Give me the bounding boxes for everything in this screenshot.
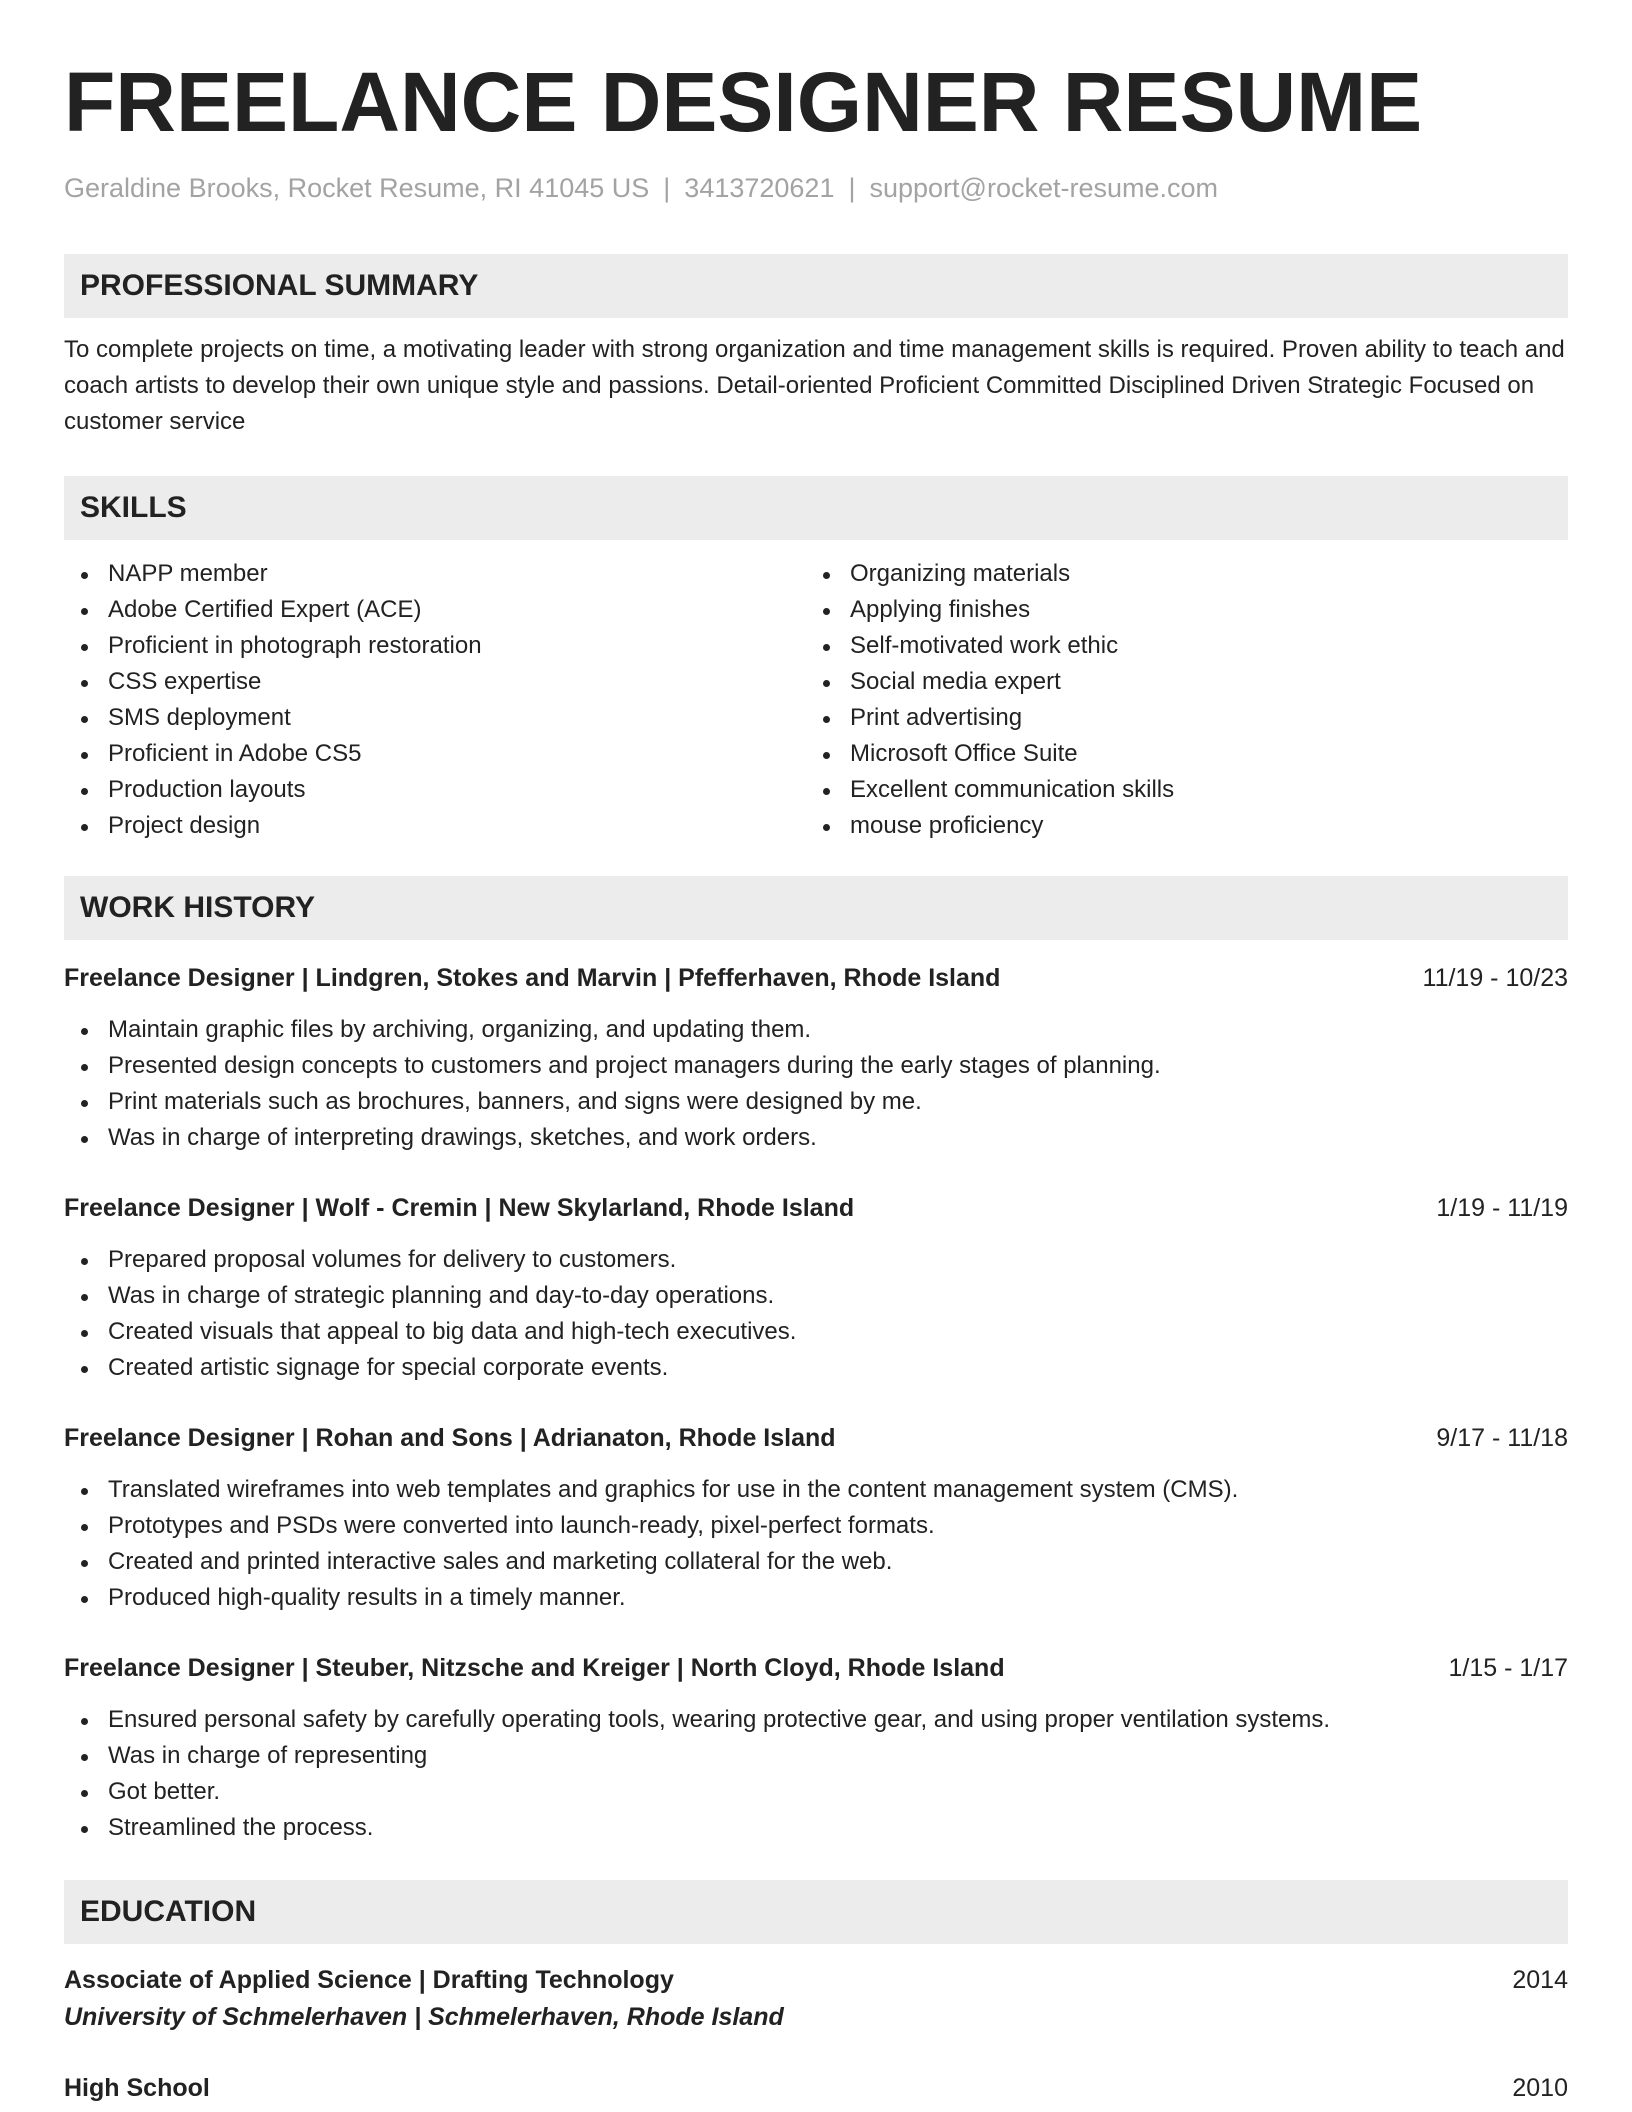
skill-item: Production layouts: [64, 772, 806, 808]
work-section-header: [64, 876, 1568, 940]
education-section-header: [64, 1880, 1568, 1944]
job-bullet: Streamlined the process.: [64, 1810, 1568, 1846]
summary-heading: PROFESSIONAL SUMMARY: [80, 269, 479, 303]
skill-item: Applying finishes: [806, 592, 1548, 628]
job-bullet: Produced high-quality results in a timely manner.: [64, 1580, 1568, 1616]
education-entry: [64, 1962, 1568, 2036]
job-bullet: Prototypes and PSDs were converted into launch-ready, pixel-perfect formats.: [64, 1508, 1568, 1544]
skills-section-header: [64, 476, 1568, 540]
job-bullet: Translated wireframes into web templates and graphics for use in the content management system (CMS).: [64, 1472, 1568, 1508]
skill-item: Social media expert: [806, 664, 1548, 700]
job-bullet: Presented design concepts to customers and project managers during the early stages of planning.: [64, 1048, 1568, 1084]
job-dates: 9/17 - 11/18: [1436, 1424, 1568, 1453]
job-bullet: Created artistic signage for special corporate events.: [64, 1350, 1568, 1386]
education-school: University of Schmelerhaven | Schmelerhaven, Rhode Island: [64, 2003, 784, 2032]
skill-item: Proficient in photograph restoration: [64, 628, 806, 664]
job-bullet: Maintain graphic files by archiving, organizing, and updating them.: [64, 1012, 1568, 1048]
contact-separator: |: [848, 173, 856, 203]
education-heading: EDUCATION: [80, 1895, 257, 1929]
job-bullet: Was in charge of representing: [64, 1738, 1568, 1774]
skills-heading: SKILLS: [80, 491, 187, 525]
job-title: Freelance Designer | Wolf - Cremin | New Skylarland, Rhode Island: [64, 1194, 855, 1223]
education-header: [64, 1962, 1568, 1998]
job-bullet: Created visuals that appeal to big data and high-tech executives.: [64, 1314, 1568, 1350]
contact-email[interactable]: support@rocket-resume.com: [869, 173, 1219, 203]
job-bullet: Print materials such as brochures, banners, and signs were designed by me.: [64, 1084, 1568, 1120]
education-year: 2014: [1512, 1966, 1568, 1995]
job-entry: [64, 1190, 1568, 1386]
job-dates: 11/19 - 10/23: [1422, 964, 1568, 993]
skill-item: SMS deployment: [64, 700, 806, 736]
job-dates: 1/19 - 11/19: [1436, 1194, 1568, 1223]
job-dates: 1/15 - 1/17: [1448, 1654, 1568, 1683]
contact-phone: 3413720621: [684, 173, 835, 203]
resume-title: FREELANCE DESIGNER RESUME: [64, 55, 1423, 149]
skills-column-right: [806, 556, 1548, 844]
job-entry: [64, 1420, 1568, 1616]
job-bullet: Created and printed interactive sales and marketing collateral for the web.: [64, 1544, 1568, 1580]
resume-page: [64, 0, 1568, 2106]
skill-item: Microsoft Office Suite: [806, 736, 1548, 772]
skill-item: CSS expertise: [64, 664, 806, 700]
job-title: Freelance Designer | Lindgren, Stokes and Marvin | Pfefferhaven, Rhode Island: [64, 964, 1001, 993]
summary-section-header: [64, 254, 1568, 318]
summary-text: To complete projects on time, a motivating leader with strong organization and time management skills is required. Proven ability to teach and coach artists to develop their own unique style and passions. Detail-oriented Proficient Committed Disciplined Driven Strategic Focused on customer service: [64, 336, 1565, 436]
skill-item: Project design: [64, 808, 806, 844]
skill-item: mouse proficiency: [806, 808, 1548, 844]
job-entry: [64, 960, 1568, 1156]
job-header: [64, 1420, 1568, 1456]
job-header: [64, 960, 1568, 996]
job-bullets: [64, 1242, 1568, 1386]
work-heading: WORK HISTORY: [80, 891, 316, 925]
skill-item: Self-motivated work ethic: [806, 628, 1548, 664]
education-year: 2010: [1512, 2074, 1568, 2103]
education-degree: Associate of Applied Science | Drafting Technology: [64, 1966, 674, 1995]
skills-list: [64, 556, 1568, 844]
job-header: [64, 1650, 1568, 1686]
job-title: Freelance Designer | Steuber, Nitzsche and Kreiger | North Cloyd, Rhode Island: [64, 1654, 1005, 1683]
job-entry: [64, 1650, 1568, 1846]
job-bullet: Got better.: [64, 1774, 1568, 1810]
skill-item: Proficient in Adobe CS5: [64, 736, 806, 772]
education-degree: High School: [64, 2074, 210, 2103]
job-bullet: Was in charge of interpreting drawings, sketches, and work orders.: [64, 1120, 1568, 1156]
skills-column-left: [64, 556, 806, 844]
education-header: [64, 2070, 1568, 2106]
job-bullet: Ensured personal safety by carefully operating tools, wearing protective gear, and using proper ventilation systems.: [64, 1702, 1568, 1738]
job-bullets: [64, 1012, 1568, 1156]
education-entry: [64, 2070, 1568, 2106]
skill-item: NAPP member: [64, 556, 806, 592]
contact-address: Geraldine Brooks, Rocket Resume, RI 41045 US: [64, 173, 650, 203]
job-bullet: Prepared proposal volumes for delivery to customers.: [64, 1242, 1568, 1278]
job-bullets: [64, 1472, 1568, 1616]
skill-item: Organizing materials: [806, 556, 1548, 592]
job-bullet: Was in charge of strategic planning and day-to-day operations.: [64, 1278, 1568, 1314]
skill-item: Excellent communication skills: [806, 772, 1548, 808]
job-title: Freelance Designer | Rohan and Sons | Adrianaton, Rhode Island: [64, 1424, 836, 1453]
contact-separator: |: [663, 173, 671, 203]
job-bullets: [64, 1702, 1568, 1846]
job-header: [64, 1190, 1568, 1226]
skill-item: Adobe Certified Expert (ACE): [64, 592, 806, 628]
skill-item: Print advertising: [806, 700, 1548, 736]
contact-line: [64, 172, 1568, 204]
